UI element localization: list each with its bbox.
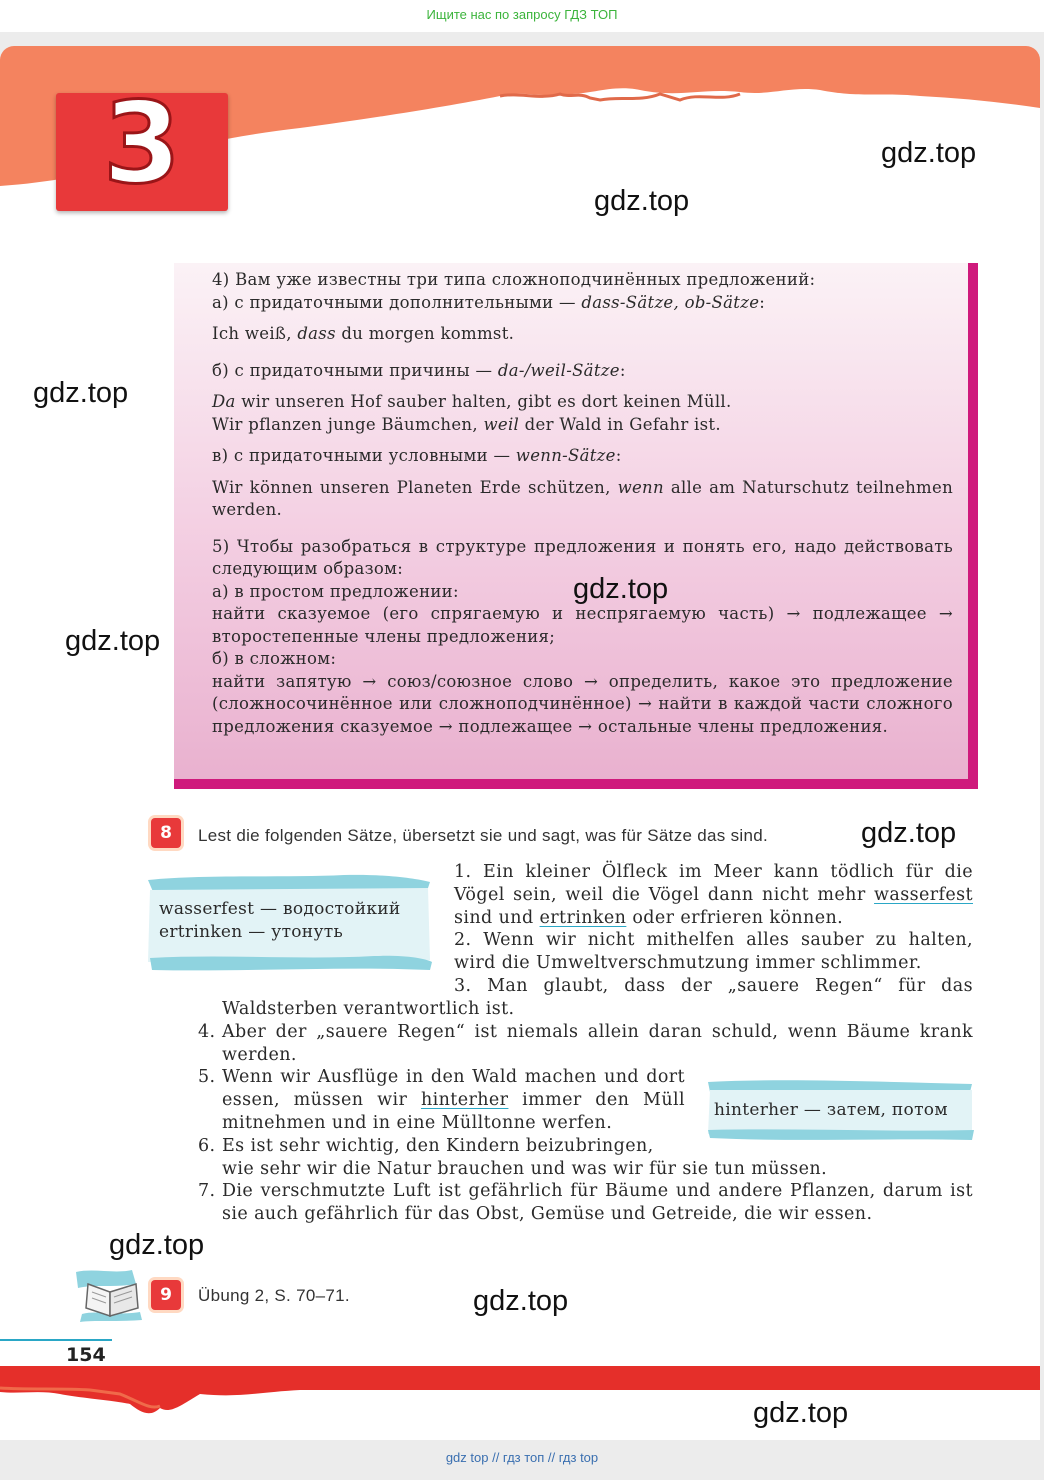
exercise-8-instruction: Lest die folgenden Sätze, übersetzt sie und sagt, was für Sätze das sind.: [198, 826, 769, 845]
watermark: gdz.top: [109, 1229, 205, 1261]
rule-4b-example-2: Wir pflanzen junge Bäumchen, weil der Wald in Gefahr ist.: [212, 414, 721, 434]
rule-4b-example-1: Da wir unseren Hof sauber halten, gibt es dort keinen Müll.: [212, 392, 732, 411]
sentence-7: 7. Die verschmutzte Luft ist gefährlich für Bäume und andere Pflanzen, darum ist sie auch gefährlich für das Obst, Gemüse und Getreide, die wir essen.: [198, 1181, 973, 1225]
sentence-5: 5. Wenn wir Ausflüge in den Wald machen und dort essen, müssen wir hinterher immer den Müll mitnehmen und in eine Mülltonne werfen.: [198, 1067, 685, 1133]
exercise-9-badge: 9: [151, 1280, 181, 1310]
watermark: gdz.top: [33, 377, 129, 409]
watermark: gdz.top: [594, 185, 690, 217]
vocab-box-1: [159, 898, 401, 944]
bottom-brush-band: [0, 1364, 1040, 1440]
sentences-block-bottom: [198, 998, 973, 1226]
vocab-entry-wasserfest: wasserfest — водостойкий: [159, 899, 401, 919]
rule-5a-label: а) в простом предложении:: [212, 581, 459, 601]
top-search-banner[interactable]: Ищите нас по запросу ГДЗ ТОП: [0, 0, 1044, 32]
exercise-9-text: Übung 2, S. 70–71.: [198, 1286, 350, 1305]
sentence-3-line-2: Waldsterben verantwortlich ist.: [222, 999, 515, 1019]
watermark: gdz.top: [573, 573, 669, 605]
workbook-icon: [74, 1266, 146, 1322]
rule-4-intro: 4) Вам уже известны три типа сложноподчинённых предложений:: [212, 270, 816, 289]
footer-links[interactable]: gdz top // гдз топ // гдз top: [445, 1450, 599, 1465]
grammar-rules-box: [174, 263, 978, 789]
rule-5-intro: 5) Чтобы разобраться в структуре предложения и понять его, надо действовать следующим образом:: [212, 536, 953, 578]
sentence-6: 6. Es ist sehr wichtig, den Kindern beizubringen, wie sehr wir die Natur brauchen und was wir für sie tun müssen.: [198, 1135, 828, 1179]
watermark: gdz.top: [473, 1285, 569, 1317]
sentence-1: 1. Ein kleiner Ölfleck im Meer kann tödlich für die Vögel sein, weil die Vögel dann nicht mehr wasserfest sind und ertrinken oder erfrieren können.: [454, 862, 973, 928]
watermark: gdz.top: [65, 625, 161, 657]
chapter-badge: [56, 79, 228, 211]
rule-5a-text: найти сказуемое (его спрягаемую и неспрягаемую часть) → подлежащее → второстепенные члены предложения;: [212, 604, 953, 646]
watermark: gdz.top: [861, 817, 957, 849]
page-number: 154: [66, 1344, 106, 1366]
rule-4b: б) с придаточными причины — da-/weil-Sätze:: [212, 360, 626, 380]
rule-4a: а) с придаточными дополнительными — dass-Sätze, ob-Sätze:: [212, 292, 766, 312]
rule-4a-example: Ich weiß, dass du morgen kommst.: [212, 324, 515, 343]
exercise-8-badge: 8: [151, 818, 181, 848]
sentence-2: 2. Wenn wir nicht mithelfen alles sauber zu halten, wird die Umweltverschmutzung immer schlimmer.: [454, 930, 973, 974]
page-number-rule: [0, 1338, 112, 1342]
rule-5b-label: б) в сложном:: [212, 649, 337, 668]
rule-4c: в) с придаточными условными — wenn-Sätze:: [212, 446, 622, 465]
rule-4c-example: Wir können unseren Planeten Erde schützen, wenn alle am Naturschutz teilnehmen werden.: [212, 477, 953, 519]
sentence-3-line-1: 3. Man glaubt, dass der „sauere Regen“ für das: [454, 975, 973, 996]
vocab-entry-ertrinken: ertrinken — утонуть: [159, 922, 344, 942]
sentences-block-top: [454, 861, 973, 998]
watermark: gdz.top: [881, 137, 977, 169]
vocab-box-2: hinterher — затем, потом: [714, 1100, 948, 1120]
watermark: gdz.top: [753, 1397, 849, 1429]
rule-5b-text: найти запятую → союз/союзное слово → определить, какое это предложение (сложносочинённое или сложноподчинённое) → найти в каждой части сложного предложения сказуемое → подлежащее → остальные члены предложения.: [212, 671, 953, 736]
sentence-4: 4. Aber der „sauere Regen“ ist niemals allein daran schuld, wenn Bäume krank werden.: [198, 1021, 973, 1065]
chapter-number: 3: [103, 79, 181, 209]
